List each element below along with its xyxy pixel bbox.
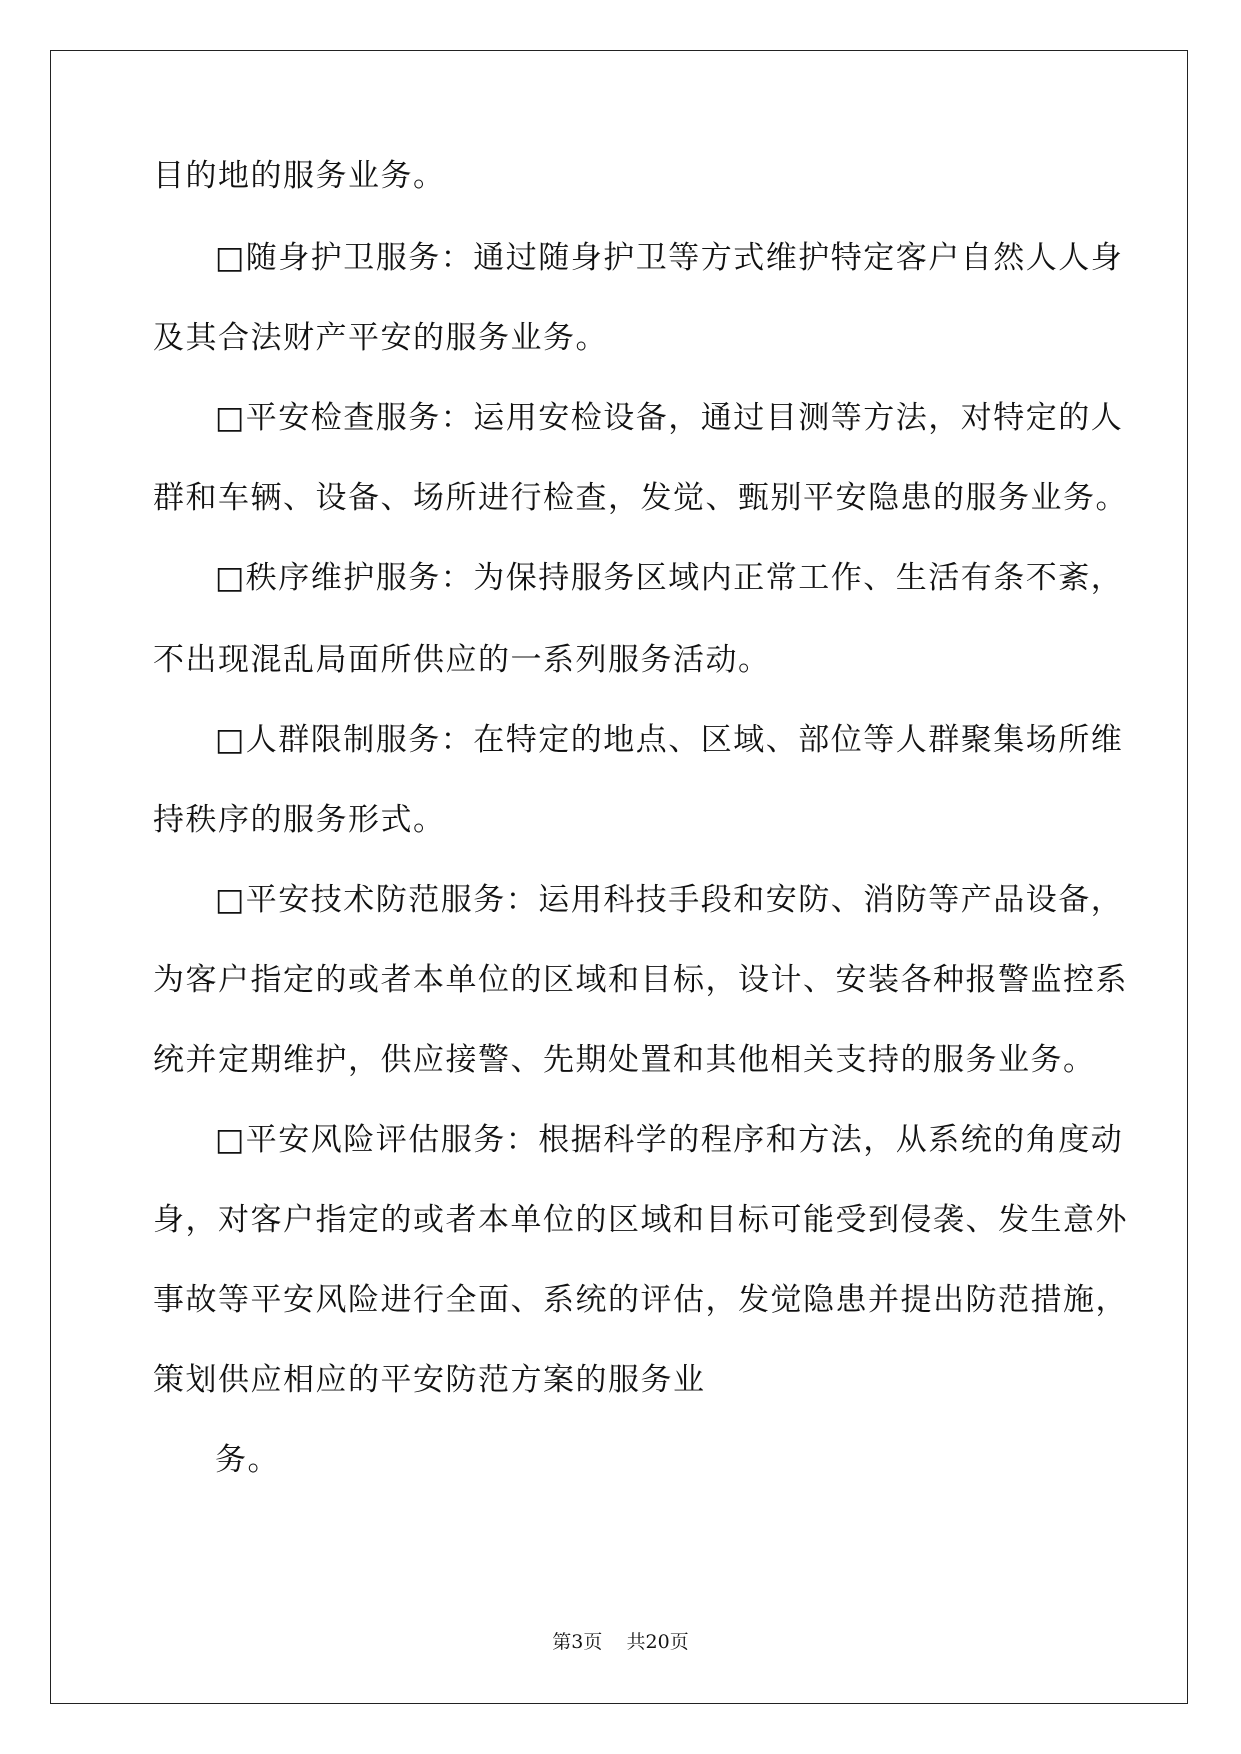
text-line: 为客户指定的或者本单位的区域和目标，设计、安装各种报警监控系 <box>153 962 1128 998</box>
text-line: 目的地的服务业务。 <box>153 158 446 194</box>
text-line: 及其合法财产平安的服务业务。 <box>153 320 608 356</box>
text-line: □平安技术防范服务：运用科技手段和安防、消防等产品设备， <box>215 882 1124 918</box>
text-line: 持秩序的服务形式。 <box>153 802 446 838</box>
text-line: 身，对客户指定的或者本单位的区域和目标可能受到侵袭、发生意外 <box>153 1202 1128 1238</box>
page-number-footer: 第3页 共20页 <box>552 1631 689 1653</box>
text-line: 不出现混乱局面所供应的一系列服务活动。 <box>153 642 771 678</box>
text-line: □平安风险评估服务：根据科学的程序和方法，从系统的角度动 <box>215 1122 1124 1158</box>
text-line: 群和车辆、设备、场所进行检查，发觉、甄别平安隐患的服务业务。 <box>153 480 1128 516</box>
text-line: 事故等平安风险进行全面、系统的评估，发觉隐患并提出防范措施， <box>153 1282 1128 1318</box>
text-line: □随身护卫服务：通过随身护卫等方式维护特定客户自然人人身 <box>215 240 1124 276</box>
text-line: □人群限制服务：在特定的地点、区域、部位等人群聚集场所维 <box>215 722 1124 758</box>
text-line: 务。 <box>215 1442 280 1478</box>
text-line: □秩序维护服务：为保持服务区域内正常工作、生活有条不紊， <box>215 560 1124 596</box>
text-line: □平安检查服务：运用安检设备，通过目测等方法，对特定的人 <box>215 400 1124 436</box>
text-line: 统并定期维护，供应接警、先期处置和其他相关支持的服务业务。 <box>153 1042 1096 1078</box>
text-line: 策划供应相应的平安防范方案的服务业 <box>153 1362 706 1398</box>
